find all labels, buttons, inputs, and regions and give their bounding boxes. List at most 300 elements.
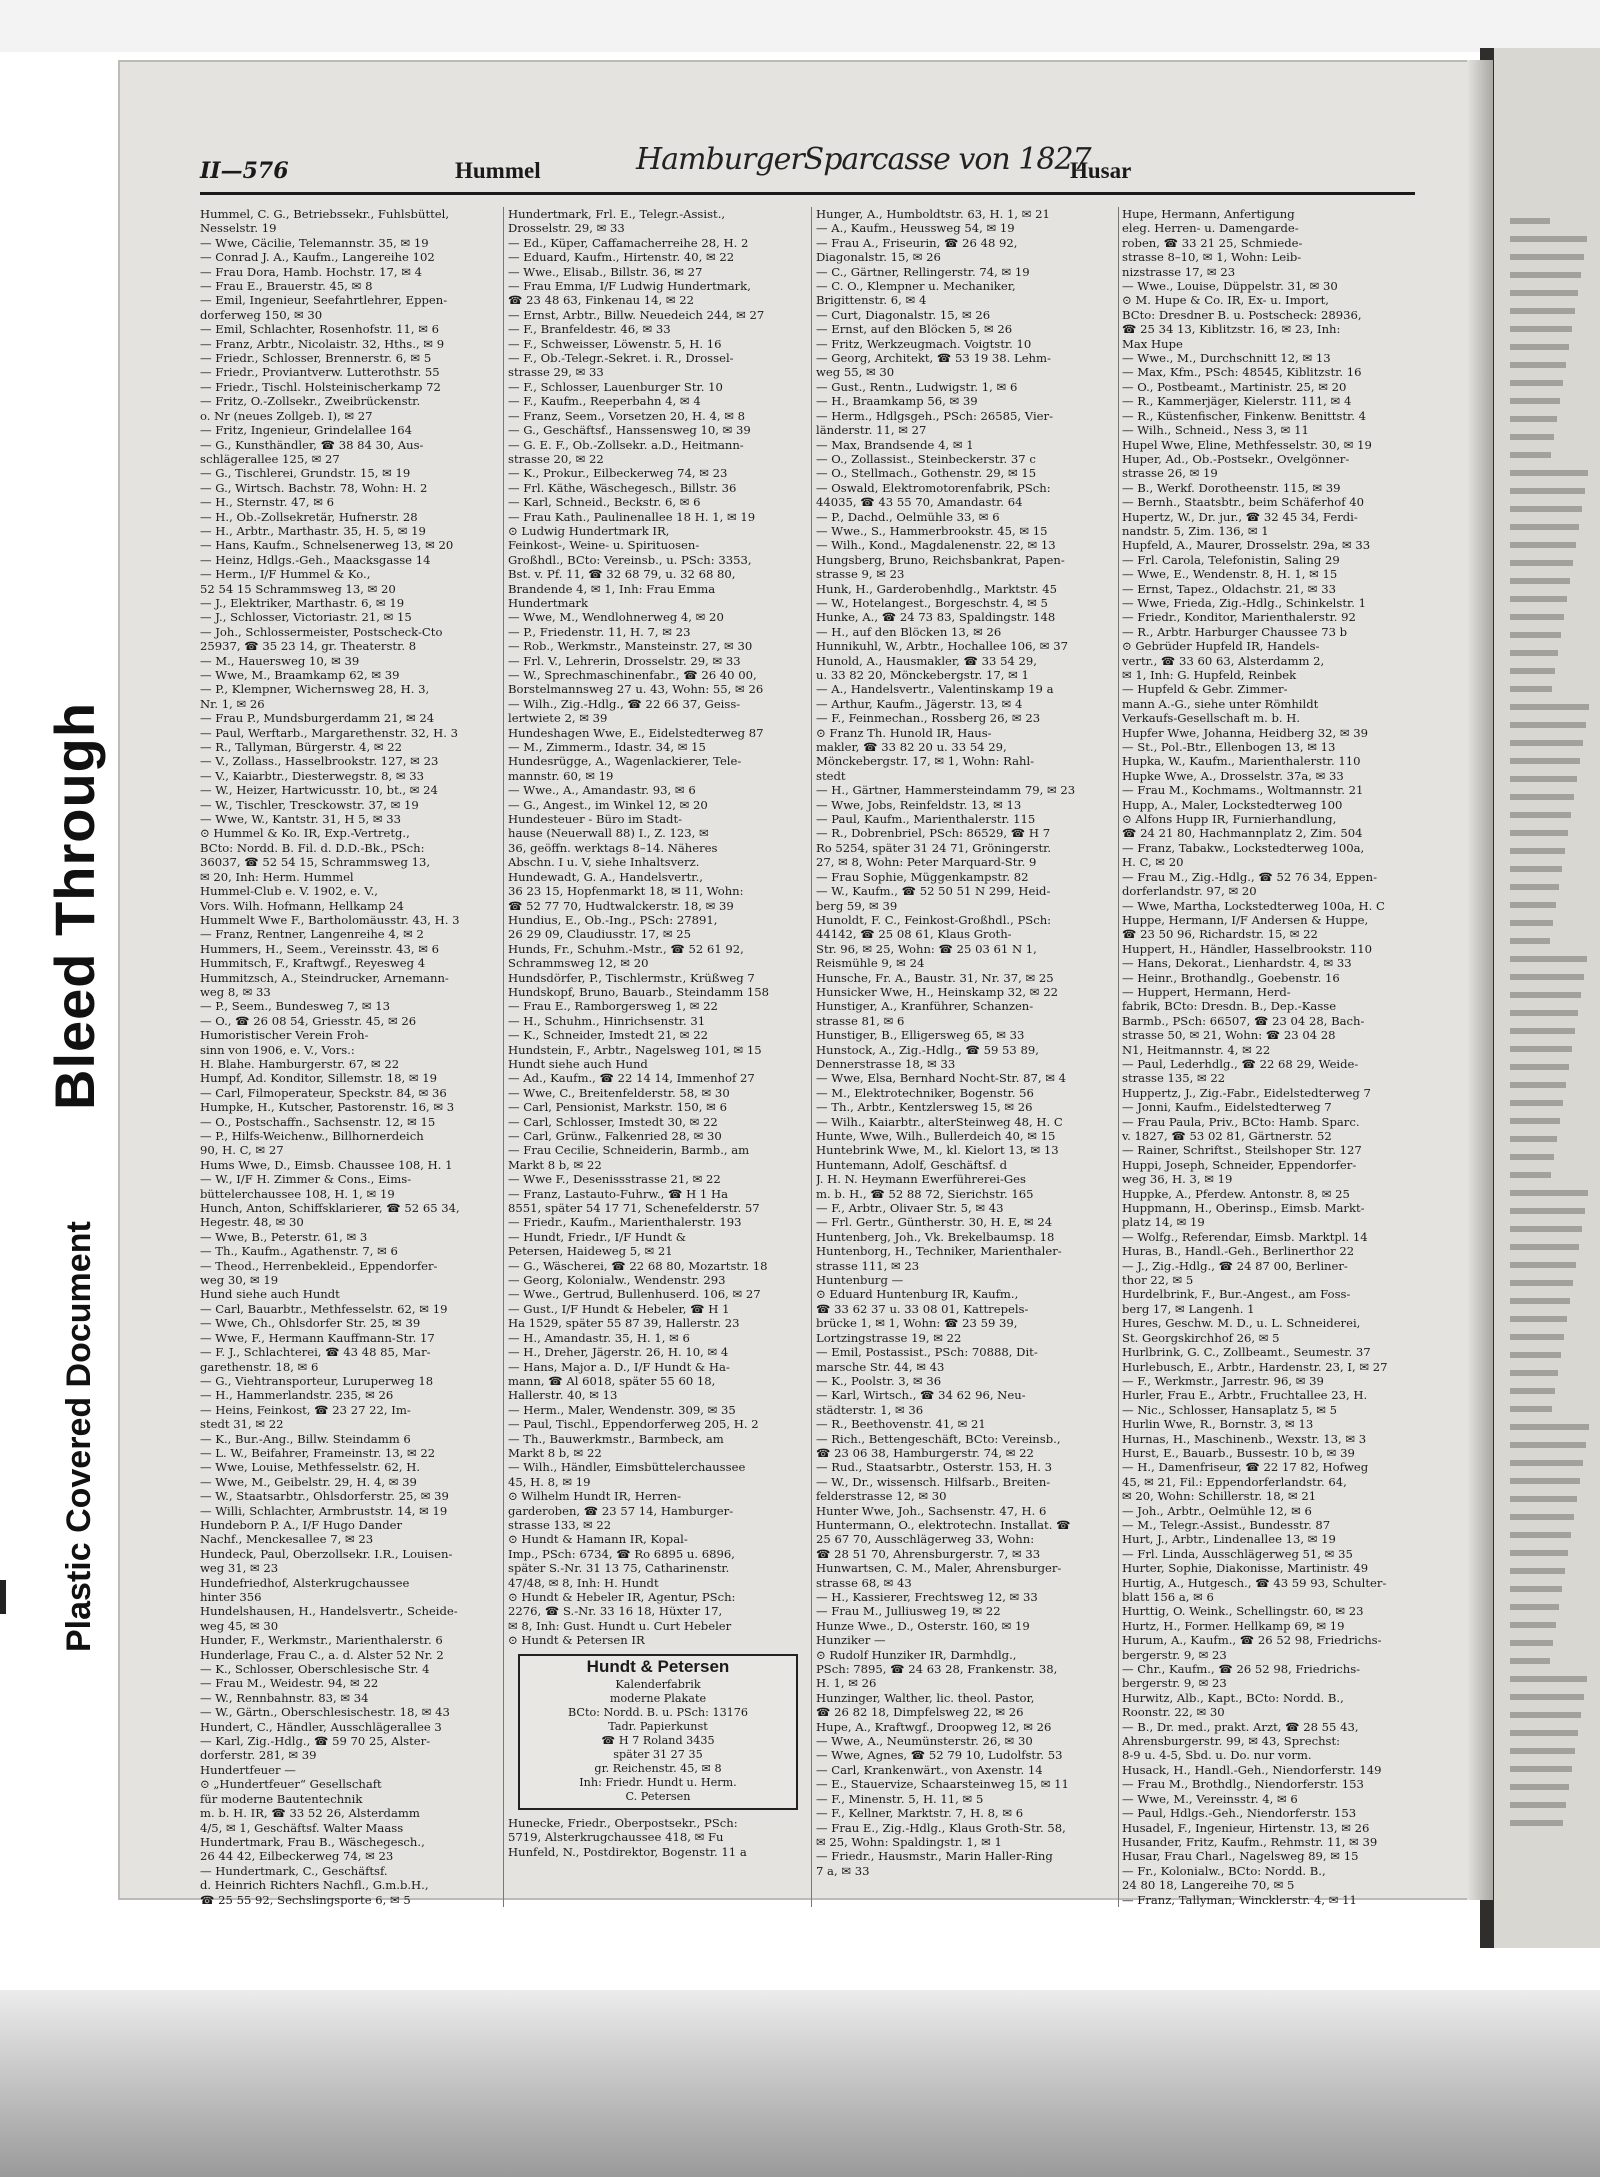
directory-entry: — Wwe., Louise, Düppelstr. 31, ✉ 30	[1122, 279, 1338, 294]
directory-entry: Hundstein, F., Arbtr., Nagelsweg 101, ✉ 15	[508, 1042, 762, 1057]
directory-entry: — Max, Brandsende 4, ✉ 1	[816, 437, 974, 452]
directory-entry: 25937, ☎ 35 23 14, gr. Theaterstr. 8	[200, 639, 417, 654]
directory-entry: Hundius, E., Ob.-Ing., PSch: 27891,	[508, 912, 718, 927]
directory-entry: Hungsberg, Bruno, Reichsbankrat, Papen-	[816, 552, 1065, 567]
directory-entry: ⊙ Hundt & Petersen IR	[508, 1633, 645, 1648]
directory-entry: — Wwe, E., Wendenstr. 8, H. 1, ✉ 15	[1122, 567, 1338, 582]
directory-entry: 25 67 70, Ausschlägerweg 33, Wohn:	[816, 1532, 1035, 1547]
directory-entry: — P., Dachd., Oelmühle 33, ✉ 6	[816, 509, 1000, 524]
directory-entry: Hurst, E., Bauarb., Bussestr. 10 b, ✉ 39	[1122, 1445, 1355, 1460]
directory-entry: strasse 81, ✉ 6	[816, 1013, 905, 1028]
directory-entry: — Paul, Tischl., Eppendorferweg 205, H. 2	[508, 1417, 759, 1432]
directory-entry: ✉ 25, Wohn: Spaldingstr. 1, ✉ 1	[816, 1834, 1002, 1849]
directory-entry: weg 8, ✉ 33	[200, 984, 271, 999]
directory-entry: — Jonni, Kaufm., Eidelstedterweg 7	[1122, 1100, 1332, 1115]
directory-entry: — Wwe., S., Hammerbrookstr. 45, ✉ 15	[816, 523, 1048, 538]
directory-entry: Barmb., PSch: 66507, ☎ 23 04 28, Bach-	[1122, 1013, 1365, 1028]
directory-entry: — Heinz, Hdlgs.-Geh., Maacksgasse 14	[200, 552, 431, 567]
directory-entry: Huras, B., Handl.-Geh., Berlinerthor 22	[1122, 1244, 1355, 1259]
directory-entry: — Paul, Kaufm., Marienthalerstr. 115	[816, 812, 1036, 827]
facing-page-line	[1510, 524, 1579, 530]
directory-entry: — Th., Bauwerkmstr., Barmbeck, am	[508, 1431, 724, 1446]
directory-entry: felderstrasse 12, ✉ 30	[816, 1489, 947, 1504]
directory-entry: Husander, Fritz, Kaufm., Rehmstr. 11, ✉ 39	[1122, 1834, 1378, 1849]
directory-entry: berg 59, ✉ 39	[816, 898, 898, 913]
directory-entry: — F., Branfeldestr. 46, ✉ 33	[508, 322, 671, 337]
directory-entry: Hunstiger, A., Kranführer, Schanzen-	[816, 999, 1034, 1014]
facing-page-line	[1510, 1604, 1559, 1610]
directory-entry: — F. J., Schlachterei, ☎ 43 48 85, Mar-	[200, 1345, 431, 1360]
directory-entry: St. Georgskirchhof 26, ✉ 5	[1122, 1330, 1280, 1345]
directory-entry: Humpke, H., Kutscher, Pastorenstr. 16, ✉ 3	[200, 1100, 455, 1115]
facing-page-line	[1510, 956, 1587, 962]
facing-page-line	[1510, 1820, 1563, 1826]
facing-page-line	[1510, 272, 1581, 278]
directory-entry: — V., Zollass., Hasselbrookstr. 127, ✉ 23	[200, 754, 439, 769]
directory-entry: Hums Wwe, D., Eimsb. Chaussee 108, H. 1	[200, 1157, 453, 1172]
directory-entry: — F., Arbtr., Olivaer Str. 5, ✉ 43	[816, 1201, 1004, 1216]
directory-entry: — C. O., Klempner u. Mechaniker,	[816, 279, 1016, 294]
directory-entry: Hundertmark, Frau B., Wäschegesch.,	[200, 1834, 425, 1849]
facing-page-line	[1510, 1802, 1566, 1808]
facing-page-line	[1510, 686, 1552, 692]
facing-page-line	[1510, 758, 1580, 764]
directory-entry: — Hans, Kaufm., Schnelsenerweg 13, ✉ 20	[200, 538, 454, 553]
directory-entry: weg 30, ✉ 19	[200, 1273, 279, 1288]
directory-entry: — O., ☎ 26 08 54, Griesstr. 45, ✉ 26	[200, 1013, 417, 1028]
directory-entry: — R., Tallyman, Bürgerstr. 4, ✉ 22	[200, 740, 403, 755]
facing-page-line	[1510, 488, 1585, 494]
directory-entry: Hurler, Frau E., Arbtr., Fruchtallee 23, H.	[1122, 1388, 1368, 1403]
directory-entry: — F., Minenstr. 5, H. 11, ✉ 5	[816, 1791, 984, 1806]
directory-entry: — Frl. Gertr., Güntherstr. 30, H. E, ✉ 24	[816, 1215, 1053, 1230]
directory-entry: Hunsche, Fr. A., Baustr. 31, Nr. 37, ✉ 25	[816, 970, 1054, 985]
directory-entry: Hundelshausen, H., Handelsvertr., Scheide-	[200, 1604, 458, 1619]
facing-page-line	[1510, 1460, 1583, 1466]
directory-entry: — Frl. Käthe, Wäschegesch., Billstr. 36	[508, 480, 737, 495]
directory-entry: bergerstr. 9, ✉ 23	[1122, 1647, 1227, 1662]
facing-page-line	[1510, 1352, 1561, 1358]
directory-entry: Huppertz, J., Zig.-Fabr., Eidelstedterweg 7	[1122, 1085, 1371, 1100]
directory-entry: Borstelmannsweg 27 u. 43, Wohn: 55, ✉ 26	[508, 682, 764, 697]
edge-mark	[0, 1580, 6, 1614]
directory-entry: — Ad., Kaufm., ☎ 22 14 14, Immenhof 27	[508, 1071, 755, 1086]
directory-entry: Großhdl., BCto: Vereinsb., u. PSch: 3353,	[508, 552, 752, 567]
directory-entry: ☎ 26 82 18, Dimpfelsweg 22, ✉ 26	[816, 1705, 1024, 1720]
directory-entry: nandstr. 5, Zim. 136, ✉ 1	[1122, 523, 1269, 538]
directory-entry: bergerstr. 9, ✉ 23	[1122, 1676, 1227, 1691]
directory-entry: 8-9 u. 4-5, Sbd. u. Do. nur vorm.	[1122, 1748, 1312, 1763]
directory-entry: — W., Rennbahnstr. 83, ✉ 34	[200, 1690, 369, 1705]
scan-bottom-margin	[0, 1990, 1600, 2177]
directory-entry: Hundertfeuer —	[200, 1762, 296, 1777]
directory-entry: — Wilh., Kond., Magdalenenstr. 22, ✉ 13	[816, 538, 1056, 553]
directory-entry: — Wwe, F., Hermann Kauffmann-Str. 17	[200, 1330, 435, 1345]
directory-entry: Hallerstr. 40, ✉ 13	[508, 1388, 618, 1403]
directory-entry: garderoben, ☎ 23 57 14, Hamburger-	[508, 1503, 734, 1518]
directory-entry: Hunold, A., Hausmakler, ☎ 33 54 29,	[816, 653, 1037, 668]
directory-entry: — Carl, Grünw., Falkenried 28, ✉ 30	[508, 1129, 722, 1143]
facing-page-line	[1510, 1514, 1574, 1520]
page-number: II—576	[200, 158, 289, 184]
directory-entry: — R., Arbtr. Harburger Chaussee 73 b	[1122, 624, 1348, 639]
directory-entry: mannstr. 60, ✉ 19	[508, 768, 614, 783]
directory-entry: Hurum, A., Kaufm., ☎ 26 52 98, Friedrichs-	[1122, 1633, 1382, 1648]
facing-page-line	[1510, 1424, 1589, 1430]
directory-entry: — G., Geschäftsf., Hanssensweg 10, ✉ 39	[508, 423, 751, 438]
advertisement-box	[518, 1654, 798, 1810]
directory-entry: strasse 111, ✉ 23	[816, 1258, 920, 1273]
directory-entry: berg 17, ✉ Langenh. 1	[1122, 1301, 1255, 1316]
directory-entry: 4/5, ✉ 1, Geschäftsf. Walter Maass	[200, 1820, 404, 1835]
directory-entry: — F., Werkmstr., Jarrestr. 96, ✉ 39	[1122, 1373, 1324, 1388]
directory-entry: Huntenburg —	[816, 1273, 904, 1288]
directory-entry: Vors. Wilh. Hofmann, Hellkamp 24	[200, 898, 404, 913]
advertisement-line: BCto: Nordd. B. u. PSch: 13176	[567, 1706, 749, 1720]
directory-entry: Hupfer Wwe, Johanna, Heidberg 32, ✉ 39	[1122, 725, 1368, 740]
directory-entry: — W., Heizer, Hartwicusstr. 10, bt., ✉ 24	[200, 783, 438, 798]
directory-entry: Hunze Wwe., D., Osterstr. 160, ✉ 19	[816, 1618, 1030, 1633]
directory-entry: — Wwe, A., Neumünsterstr. 26, ✉ 30	[816, 1734, 1033, 1749]
directory-entry: — Franz, Lastauto-Fuhrw., ☎ H 1 Ha	[508, 1186, 729, 1201]
directory-entry: nizstrasse 17, ✉ 23	[1122, 264, 1236, 279]
directory-entry: — R., Beethovenstr. 41, ✉ 21	[816, 1417, 986, 1432]
directory-entry: Hund siehe auch Hundt	[200, 1287, 340, 1302]
directory-entry: — Franz, Tabakw., Lockstedterweg 100a,	[1122, 840, 1365, 855]
directory-entry: — Karl, Schneid., Beckstr. 6, ✉ 6	[508, 495, 701, 510]
facing-page-line	[1510, 722, 1586, 728]
directory-entry: 44035, ☎ 43 55 70, Amandastr. 64	[816, 495, 1023, 510]
facing-page-line	[1510, 1010, 1578, 1016]
directory-entry: für moderne Bautentechnik	[200, 1791, 363, 1806]
directory-entry: — W., Kaufm., ☎ 52 50 51 N 299, Heid-	[816, 884, 1051, 899]
directory-entry: ☎ 23 50 96, Richardstr. 15, ✉ 22	[1122, 927, 1318, 942]
directory-entry: — Frau E., Brauerstr. 45, ✉ 8	[200, 279, 373, 294]
directory-entry: — Arthur, Kaufm., Jägerstr. 13, ✉ 4	[816, 696, 1023, 711]
directory-entry: — Friedr., Konditor, Marienthalerstr. 92	[1122, 610, 1356, 625]
directory-entry: — G., Wäscherei, ☎ 22 68 80, Mozartstr. 18	[508, 1258, 768, 1273]
facing-page-line	[1510, 1262, 1576, 1268]
directory-entry: — A., Handelsvertr., Valentinskamp 19 a	[816, 682, 1054, 697]
directory-entry: — Frau M., Weidestr. 94, ✉ 22	[200, 1676, 379, 1691]
directory-entry: Hurt, J., Arbtr., Lindenallee 13, ✉ 19	[1122, 1532, 1336, 1547]
directory-entry: — M., Telegr.-Assist., Bundesstr. 87	[1122, 1517, 1331, 1532]
directory-entry: — Franz, Rentner, Langenreihe 4, ✉ 2	[200, 927, 424, 942]
directory-entry: — H., Braamkamp 56, ✉ 39	[816, 394, 978, 409]
directory-entry: später S.-Nr. 31 13 75, Catharinenstr.	[508, 1561, 730, 1576]
directory-entry: — Ernst, auf den Blöcken 5, ✉ 26	[816, 322, 1013, 337]
directory-entry: Hupe, Hermann, Anfertigung	[1122, 207, 1295, 221]
directory-entry: — Gust., Rentn., Ludwigstr. 1, ✉ 6	[816, 379, 1018, 394]
directory-entry: — Chr., Kaufm., ☎ 26 52 98, Friedrichs-	[1122, 1662, 1361, 1677]
directory-entry: Hundeck, Paul, Oberzollsekr. I.R., Louisen-	[200, 1546, 453, 1561]
directory-entry: 45, H. 8, ✉ 19	[508, 1474, 591, 1489]
directory-entry: — Wwe., Gertrud, Bullenhuserd. 106, ✉ 27	[508, 1287, 761, 1302]
facing-page-line	[1510, 1550, 1568, 1556]
directory-entry: garethenstr. 18, ✉ 6	[200, 1359, 319, 1374]
facing-page-line	[1510, 704, 1589, 710]
directory-entry: Hummitsch, F., Kraftwgf., Reyesweg 4	[200, 956, 426, 971]
facing-page-line	[1510, 1370, 1558, 1376]
directory-entry: — Eduard, Kaufm., Hirtenstr. 40, ✉ 22	[508, 250, 735, 265]
directory-entry: — Wwe, B., Peterstr. 61, ✉ 3	[200, 1229, 368, 1244]
facing-page-line	[1510, 1334, 1564, 1340]
directory-entry: Hunzinger, Walther, lic. theol. Pastor,	[816, 1690, 1035, 1705]
directory-entry: 8551, später 54 17 71, Schenefelderstr. 57	[508, 1201, 760, 1216]
directory-entry: platz 14, ✉ 19	[1122, 1215, 1205, 1230]
directory-entry: — Emil, Ingenieur, Seefahrtlehrer, Eppen-	[200, 293, 448, 308]
directory-entry: — L. W., Beifahrer, Frameinstr. 13, ✉ 22	[200, 1445, 436, 1460]
facing-page-line	[1510, 1532, 1571, 1538]
directory-entry: — G. E. F., Ob.-Zollsekr. a.D., Heitmann-	[508, 437, 744, 452]
directory-entry: — Hundertmark, C., Geschäftsf.	[200, 1863, 388, 1878]
directory-entry: städterstr. 1, ✉ 36	[816, 1402, 924, 1417]
directory-entry: — R., Dobrenbriel, PSch: 86529, ☎ H 7	[816, 826, 1051, 841]
directory-entry: Markt 8 b, ✉ 22	[508, 1157, 602, 1172]
directory-entry: Hundert, C., Händler, Ausschlägerallee 3	[200, 1719, 442, 1734]
directory-entry: Hundertmark	[508, 595, 589, 610]
directory-entry: H. Blahe. Hamburgerstr. 67, ✉ 22	[200, 1056, 400, 1071]
directory-entry: — Wwe, Cäcilie, Telemannstr. 35, ✉ 19	[200, 235, 429, 250]
facing-page-line	[1510, 1208, 1585, 1214]
directory-entry: Markt 8 b, ✉ 22	[508, 1445, 602, 1460]
directory-entry: strasse 9, ✉ 23	[816, 567, 905, 582]
directory-entry: — Ernst, Tapez., Oldachstr. 21, ✉ 33	[1122, 581, 1336, 596]
directory-entry: Hurtz, H., Former. Hellkamp 69, ✉ 19	[1122, 1618, 1345, 1633]
facing-page-line	[1510, 326, 1572, 332]
directory-entry: — R., Küstenfischer, Finkenw. Benittstr. 4	[1122, 408, 1367, 423]
directory-entry: — W., Gärtn., Oberschlesischestr. 18, ✉ 43	[200, 1705, 450, 1720]
directory-entry: — Huppert, Hermann, Herd-	[1122, 984, 1291, 999]
advertisement-line: moderne Plakate	[609, 1692, 707, 1706]
directory-entry: stedt	[816, 768, 846, 783]
facing-page-line	[1510, 1676, 1587, 1682]
directory-entry: — F., Schlosser, Lauenburger Str. 10	[508, 379, 723, 394]
directory-entry: Ro 5254, später 31 24 71, Gröningerstr.	[816, 840, 1052, 855]
directory-entry: — Wwe, M., Vereinsstr. 4, ✉ 6	[1122, 1791, 1298, 1806]
directory-entry: — W., Dr., wissensch. Hilfsarb., Breiten-	[816, 1474, 1051, 1489]
facing-page-line	[1510, 1730, 1578, 1736]
directory-entry: — P., Friedenstr. 11, H. 7, ✉ 23	[508, 624, 691, 639]
facing-page-line	[1510, 1388, 1555, 1394]
directory-entry: — W., Staatsarbtr., Ohlsdorferstr. 25, ✉ 39	[200, 1489, 449, 1504]
directory-entry: — Wilh., Händler, Eimsbüttelerchaussee	[508, 1460, 746, 1475]
directory-entry: — J., Zig.-Hdlg., ☎ 24 87 00, Berliner-	[1122, 1258, 1348, 1273]
directory-entry: — Friedr., Tischl. Holsteinischerkamp 72	[200, 379, 441, 394]
directory-entry: Hunke, A., ☎ 24 73 83, Spaldingstr. 148	[816, 610, 1056, 625]
directory-entry: Huppe, Hermann, I/F Andersen & Huppe,	[1122, 912, 1369, 927]
directory-entry: Hundeshagen Wwe, E., Eidelstedterweg 87	[508, 725, 764, 740]
facing-page-line	[1510, 974, 1584, 980]
directory-entry: vertr., ☎ 33 60 63, Alsterdamm 2,	[1122, 653, 1325, 668]
directory-entry: BCto: Dresdner B. u. Postscheck: 28936,	[1122, 307, 1362, 322]
directory-entry: 27, ✉ 8, Wohn: Peter Marquard-Str. 9	[816, 855, 1037, 870]
directory-entry: — M., Zimmerm., Idastr. 34, ✉ 15	[508, 740, 706, 755]
facing-page-line	[1510, 290, 1578, 296]
directory-entry: Hurdelbrink, F., Bur.-Angest., am Foss-	[1122, 1287, 1351, 1302]
directory-entry: — Wwe, Louise, Methfesselstr. 62, H.	[200, 1460, 421, 1475]
directory-entry: büttelerchaussee 108, H. 1, ✉ 19	[200, 1186, 395, 1201]
directory-entry: H. C, ✉ 20	[1122, 855, 1184, 870]
directory-entry: — H., Sternstr. 47, ✉ 6	[200, 495, 335, 510]
directory-entry: Huntemann, Adolf, Geschäftsf. d	[816, 1157, 1008, 1172]
directory-entry: 5719, Alsterkrugchaussee 418, ✉ Fu	[508, 1830, 724, 1845]
directory-entry: — Wwe F., Desenissstrasse 21, ✉ 22	[508, 1172, 721, 1187]
facing-page-line	[1510, 1496, 1577, 1502]
advertisement-line: ☎ H 7 Roland 3435	[601, 1734, 715, 1748]
directory-entry: Hummitzsch, A., Steindrucker, Arnemann-	[200, 970, 449, 985]
directory-entry: 52 54 15 Schrammsweg 13, ✉ 20	[200, 581, 396, 596]
directory-entry: Dennerstrasse 18, ✉ 33	[816, 1056, 956, 1071]
advertisement-line: gr. Reichenstr. 45, ✉ 8	[594, 1762, 722, 1776]
directory-entry: 2276, ☎ S.-Nr. 33 16 18, Hüxter 17,	[508, 1604, 723, 1619]
directory-entry: — Rob., Werkmstr., Mansteinstr. 27, ✉ 30	[508, 639, 753, 654]
facing-page-line	[1510, 812, 1571, 818]
directory-entry: — Gust., I/F Hundt & Hebeler, ☎ H 1	[508, 1301, 730, 1316]
directory-entry: Hundewadt, G. A., Handelsvertr.,	[508, 869, 703, 884]
facing-page-line	[1510, 1136, 1557, 1142]
directory-entry: Husadel, F., Ingenieur, Hirtenstr. 13, ✉ 26	[1122, 1820, 1370, 1835]
directory-entry: — Wwe, Frieda, Zig.-Hdlg., Schinkelstr. 1	[1122, 595, 1367, 610]
directory-entry: — Frau Paula, Priv., BCto: Hamb. Sparc.	[1122, 1114, 1360, 1129]
column-3	[816, 207, 1116, 1907]
directory-entry: — F., Kellner, Marktstr. 7, H. 8, ✉ 6	[816, 1806, 1024, 1821]
directory-entry: hinter 356	[200, 1590, 262, 1604]
facing-page-line	[1510, 668, 1555, 674]
directory-entry: — Frau Emma, I/F Ludwig Hundertmark,	[508, 279, 751, 294]
directory-entry: — Oswald, Elektromotorenfabrik, PSch:	[816, 480, 1051, 495]
directory-entry: Hupfeld, A., Maurer, Drosselstr. 29a, ✉ 33	[1122, 538, 1371, 553]
directory-entry: Huntermann, O., elektrotechn. Installat. ☎	[816, 1517, 1071, 1532]
directory-entry: strasse 133, ✉ 22	[508, 1517, 612, 1532]
directory-entry: — Franz, Arbtr., Nicolaistr. 32, Hths., ✉ 9	[200, 336, 445, 351]
facing-page-line	[1510, 1226, 1582, 1232]
directory-entry: Hupka, W., Kaufm., Marienthalerstr. 110	[1122, 754, 1361, 769]
directory-entry: strasse 20, ✉ 22	[508, 451, 604, 466]
facing-page-line	[1510, 614, 1564, 620]
facing-page-line	[1510, 1568, 1565, 1574]
directory-entry: blatt 156 a, ✉ 6	[1122, 1590, 1214, 1604]
facing-page-line	[1510, 848, 1565, 854]
facing-page-line	[1510, 1244, 1579, 1250]
directory-entry: 24 80 18, Langereihe 70, ✉ 5	[1122, 1878, 1295, 1893]
directory-entry: ⊙ Alfons Hupp IR, Furnierhandlung,	[1122, 812, 1337, 827]
directory-entry: 36 23 15, Hopfenmarkt 18, ✉ 11, Wohn:	[508, 884, 744, 899]
directory-entry: — Wwe, M., Geibelstr. 29, H. 4, ✉ 39	[200, 1474, 417, 1489]
facing-page-line	[1510, 1748, 1575, 1754]
directory-entry: 26 29 09, Claudiusstr. 17, ✉ 25	[508, 927, 692, 942]
directory-entry: — Frau M., Julliusweg 19, ✉ 22	[816, 1604, 1001, 1619]
directory-entry: Diagonalstr. 15, ✉ 26	[816, 250, 941, 265]
facing-page-line	[1510, 1784, 1569, 1790]
advertisement-line: Tadr. Papierkunst	[608, 1720, 708, 1734]
directory-entry: Huppi, Joseph, Schneider, Eppendorfer-	[1122, 1157, 1357, 1172]
directory-entry: makler, ☎ 33 82 20 u. 33 54 29,	[816, 740, 1007, 755]
directory-entry: — H., Hammerlandstr. 235, ✉ 26	[200, 1388, 394, 1403]
directory-entry: u. 33 82 20, Mönckebergstr. 17, ✉ 1	[816, 668, 1029, 682]
directory-entry: ✉ 20, Wohn: Schillerstr. 18, ✉ 21	[1122, 1489, 1317, 1504]
facing-page-line	[1510, 740, 1583, 746]
facing-page-line	[1510, 1298, 1570, 1304]
directory-entry: — P., Klempner, Wichernsweg 28, H. 3,	[200, 682, 430, 697]
directory-entry: — Wwe, Elsa, Bernhard Nocht-Str. 87, ✉ 4	[816, 1071, 1066, 1086]
facing-page-line	[1510, 1712, 1581, 1718]
directory-entry: 26 44 42, Eilbeckerweg 74, ✉ 23	[200, 1849, 394, 1864]
facing-page-line	[1510, 776, 1577, 782]
directory-entry: ☎ 23 06 38, Hamburgerstr. 74, ✉ 22	[816, 1445, 1034, 1460]
facing-page-line	[1510, 1028, 1575, 1034]
directory-entry: — Rich., Bettengeschäft, BCto: Vereinsb.,	[816, 1431, 1061, 1446]
facing-page-line	[1510, 1172, 1551, 1178]
directory-entry: ✉ 8, Inh: Gust. Hundt u. Curt Hebeler	[508, 1618, 732, 1633]
directory-entry: stedt 31, ✉ 22	[200, 1417, 284, 1432]
directory-entry: m. b. H., ☎ 52 88 72, Sierichstr. 165	[816, 1186, 1034, 1201]
directory-entry: — Wwe, Agnes, ☎ 52 79 10, Ludolfstr. 53	[816, 1748, 1063, 1763]
directory-entry: ✉ 20, Inh: Herm. Hummel	[200, 869, 354, 884]
directory-entry: Huppert, H., Händler, Hasselbrookstr. 110	[1122, 941, 1372, 956]
directory-entry: Hunk, H., Garderobenhdlg., Marktstr. 45	[816, 581, 1057, 596]
directory-entry: — P., Seem., Bundesweg 7, ✉ 13	[200, 999, 390, 1014]
directory-entry: — Paul, Lederhdlg., ☎ 22 68 29, Weide-	[1122, 1056, 1359, 1071]
directory-entry: Hunziker —	[816, 1633, 886, 1648]
directory-entry: N1, Heitmannstr. 4, ✉ 22	[1122, 1042, 1271, 1057]
directory-entry: — Wilh., Schneid., Ness 3, ✉ 11	[1122, 423, 1309, 438]
directory-entry: — Rud., Staatsarbtr., Osterstr. 153, H. 3	[816, 1460, 1052, 1475]
plastic-covered-label: Plastic Covered Document	[60, 1221, 98, 1652]
facing-page-line	[1510, 362, 1566, 368]
directory-entry: — W., Sprechmaschinenfabr., ☎ 26 40 00,	[508, 668, 757, 682]
directory-entry: Brigittenstr. 6, ✉ 4	[816, 293, 927, 308]
directory-entry: brücke 1, ✉ 1, Wohn: ☎ 23 59 39,	[816, 1316, 1018, 1331]
directory-entry: — Frau M., Kochmams., Woltmannstr. 21	[1122, 783, 1364, 798]
facing-page-line	[1510, 254, 1584, 260]
directory-entry: ☎ 28 51 70, Ahrensburgerstr. 7, ✉ 33	[816, 1546, 1041, 1561]
directory-entry: — G., Kunsthändler, ☎ 38 84 30, Aus-	[200, 437, 424, 452]
facing-page-line	[1510, 1694, 1584, 1700]
facing-page-line	[1510, 542, 1576, 548]
logo-text: HamburgerSparcasse von 1827	[636, 142, 1091, 177]
directory-entry: — Hupfeld & Gebr. Zimmer-	[1122, 682, 1288, 697]
directory-entry: — Frau M., Zig.-Hdlg., ☎ 52 76 34, Eppen-	[1122, 869, 1378, 884]
directory-entry: — Herm., I/F Hummel & Ko.,	[200, 567, 371, 582]
facing-page-line	[1510, 236, 1587, 242]
directory-entry: Hummelt Wwe F., Bartholomäusstr. 43, H. 3	[200, 912, 460, 927]
directory-entry: J. H. N. Heymann Ewerführerei-Ges	[816, 1172, 1026, 1187]
directory-entry: — Joh., Arbtr., Oelmühle 12, ✉ 6	[1122, 1503, 1312, 1518]
directory-entry: — Frau Sophie, Müggenkampstr. 82	[816, 869, 1029, 884]
directory-entry: Husack, H., Handl.-Geh., Niendorferstr. 149	[1122, 1762, 1382, 1777]
directory-entry: lertwiete 2, ✉ 39	[508, 711, 608, 726]
directory-entry: Hupp, A., Maler, Lockstedterweg 100	[1122, 797, 1343, 812]
directory-entry: Hunoldt, F. C., Feinkost-Großhdl., PSch:	[816, 912, 1052, 927]
directory-entry: Hupertz, W., Dr. jur., ☎ 32 45 34, Ferdi-	[1122, 509, 1358, 524]
directory-entry: — Nic., Schlosser, Hansaplatz 5, ✉ 5	[1122, 1402, 1338, 1417]
directory-entry: — Frau P., Mundsburgerdamm 21, ✉ 24	[200, 711, 435, 726]
directory-entry: — J., Schlosser, Victoriastr. 21, ✉ 15	[200, 610, 412, 625]
directory-entry: — Wwe, M., Wendlohnerweg 4, ✉ 20	[508, 610, 724, 625]
directory-entry: — Frau Kath., Paulinenallee 18 H. 1, ✉ 19	[508, 509, 756, 524]
directory-entry: Hunds, Fr., Schuhm.-Mstr., ☎ 52 61 92,	[508, 941, 744, 956]
directory-entry: Hummel, C. G., Betriebssekr., Fuhlsbüttel,	[200, 207, 450, 221]
directory-entry: — Fr., Kolonialw., BCto: Nordd. B.,	[1122, 1863, 1326, 1878]
directory-entry: ⊙ Hundt & Hamann IR, Kopal-	[508, 1532, 688, 1547]
facing-page-line	[1510, 398, 1560, 404]
directory-entry: — Ed., Küper, Caffamacherreihe 28, H. 2	[508, 235, 749, 250]
directory-entry: roben, ☎ 33 21 25, Schmiede-	[1122, 235, 1303, 250]
directory-entry: — F., Kaufm., Reeperbahn 4, ✉ 4	[508, 394, 701, 409]
advertisement-line: Kalenderfabrik	[615, 1678, 701, 1692]
directory-entry: — Frl. V., Lehrerin, Drosselstr. 29, ✉ 33	[508, 653, 741, 668]
